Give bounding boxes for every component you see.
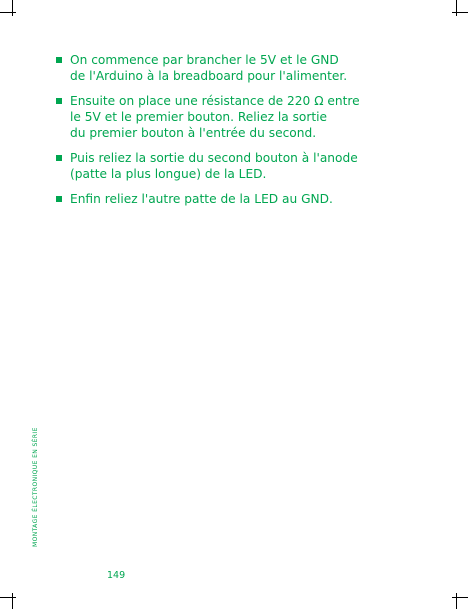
crop-mark-top-right-vertical bbox=[456, 0, 457, 16]
crop-mark-top-right-horizontal bbox=[452, 12, 468, 13]
square-bullet-icon bbox=[56, 196, 62, 202]
list-item-line: On commence par brancher le 5V et le GND bbox=[70, 53, 339, 67]
list-item-line: le 5V et le premier bouton. Reliez la sortie bbox=[70, 110, 328, 124]
list-item-line: Enfin reliez l'autre patte de la LED au GND. bbox=[70, 192, 333, 206]
square-bullet-icon bbox=[56, 98, 62, 104]
crop-mark-top-left-horizontal bbox=[0, 12, 16, 13]
list-item-line: (patte la plus longue) de la LED. bbox=[70, 167, 267, 181]
square-bullet-icon bbox=[56, 57, 62, 63]
list-item-line: Ensuite on place une résistance de 220 Ω entre bbox=[70, 94, 360, 108]
crop-mark-bottom-left-vertical bbox=[12, 593, 13, 609]
crop-mark-bottom-right-vertical bbox=[456, 593, 457, 609]
list-item-line: de l'Arduino à la breadboard pour l'alimenter. bbox=[70, 69, 348, 83]
list-item-line: Puis reliez la sortie du second bouton à l'anode bbox=[70, 151, 358, 165]
list-item bbox=[56, 52, 386, 84]
page-number: 149 bbox=[107, 570, 126, 581]
crop-mark-bottom-left-horizontal bbox=[0, 597, 16, 598]
square-bullet-icon bbox=[56, 155, 62, 161]
chapter-side-label: MONTAGE ÉLECTRONIQUE EN SÉRIE bbox=[32, 427, 39, 547]
crop-mark-top-left-vertical bbox=[12, 0, 13, 16]
list-item bbox=[56, 93, 386, 141]
list-item bbox=[56, 191, 386, 207]
list-item-line: du premier bouton à l'entrée du second. bbox=[70, 126, 317, 140]
instruction-list bbox=[56, 52, 386, 216]
crop-mark-bottom-right-horizontal bbox=[452, 597, 468, 598]
list-item bbox=[56, 150, 386, 182]
